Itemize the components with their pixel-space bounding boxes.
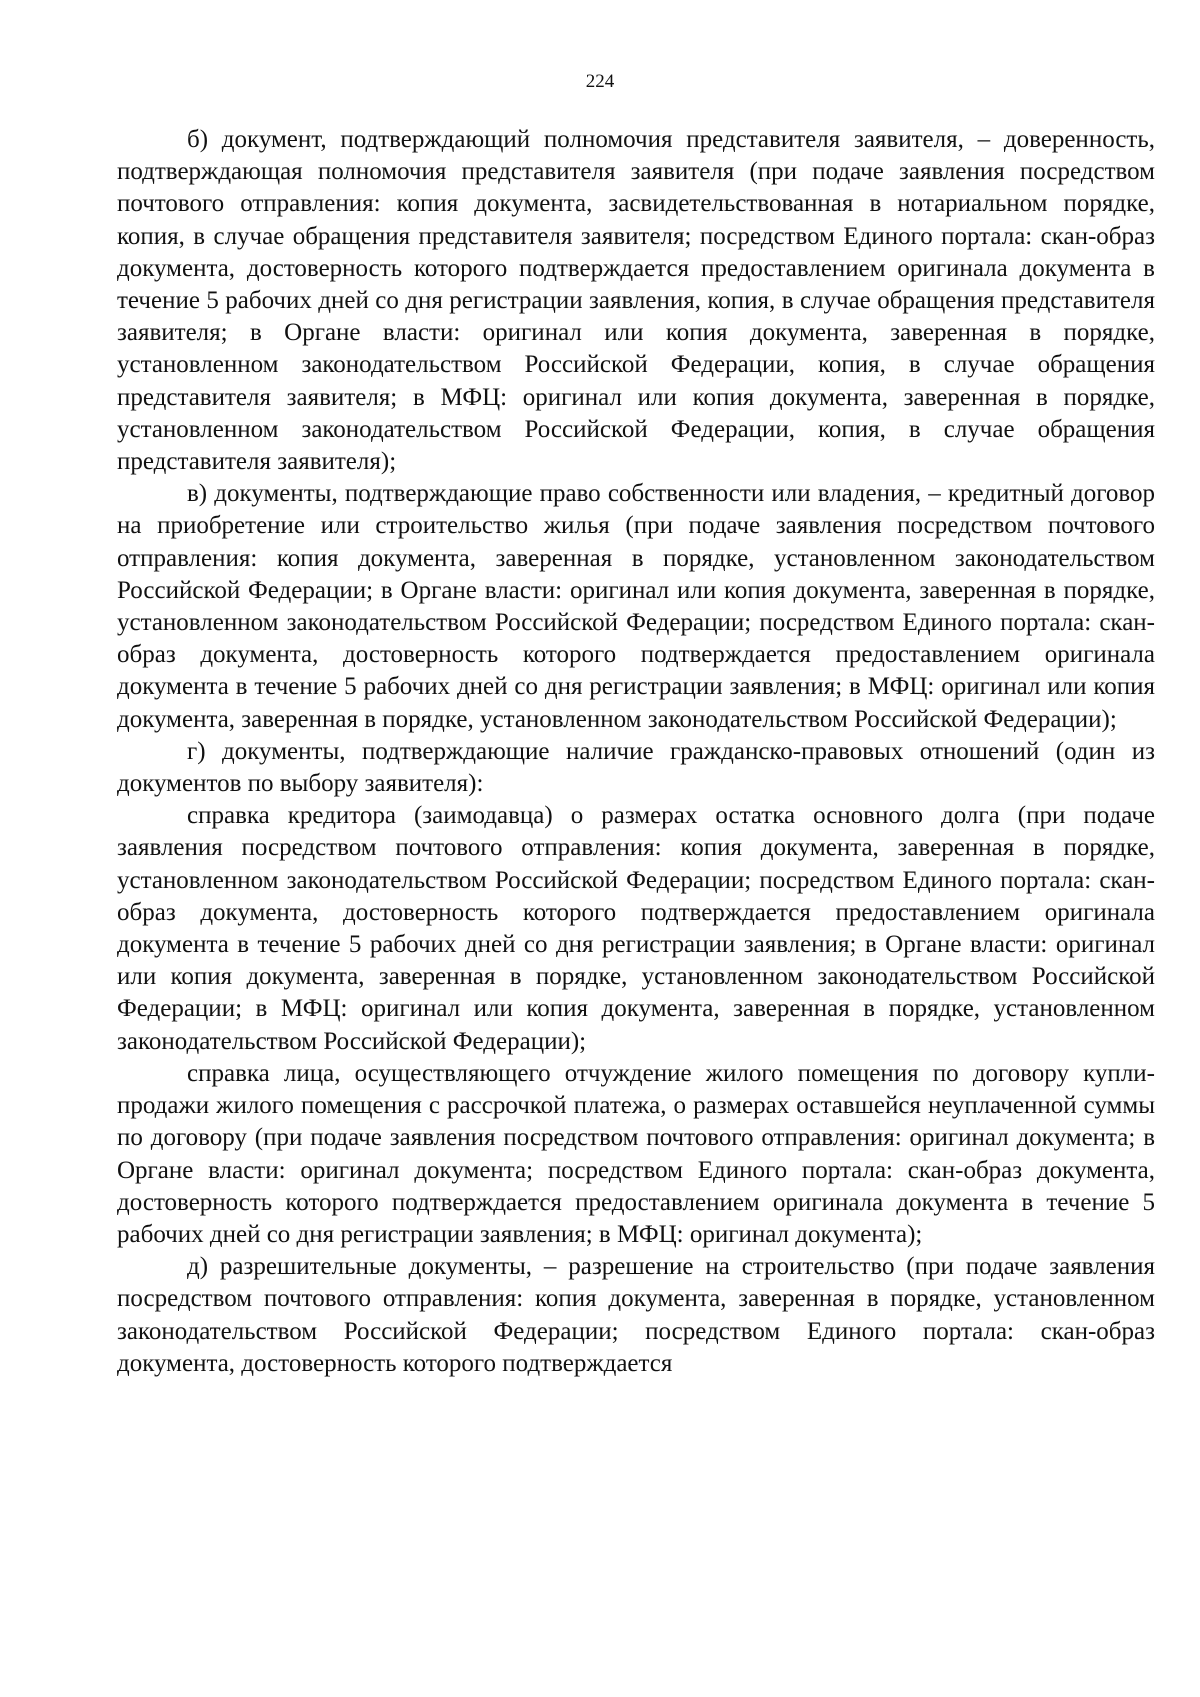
paragraph-installment-certificate: справка лица, осуществляющего отчуждение жилого помещения по договору купли-продажи жилого помещения с рассрочкой платежа, о размерах оставшейся неуплаченной суммы по договору (при подаче заявления посредством почтового отправления: оригинал документа; в Органе власти: оригинал документа; посредством Единого портала: скан-образ документа, достоверность которого подтверждается предоставлением оригинала документа в течение 5 рабочих дней со дня регистрации заявления; в МФЦ: оригинал документа); — [117, 1059, 1155, 1248]
paragraph-creditor-certificate: справка кредитора (заимодавца) о размерах остатка основного долга (при подаче заявления посредством почтового отправления: копия документа, заверенная в порядке, установленном законодательством Российской Федерации; посредством Единого портала: скан-образ документа, достоверность которого подтверждается предоставлением оригинала документа в течение 5 рабочих дней со дня регистрации заявления; в Органе власти: оригинал или копия документа, заверенная в порядке, установленном законодательством Российской Федерации; в МФЦ: оригинал или копия документа, заверенная в порядке, установленном законодательством Российской Федерации); — [117, 802, 1155, 1055]
page-number: 224 — [585, 71, 615, 92]
paragraph-d-permit-documents: д) разрешительные документы, – разрешение на строительство (при подаче заявления посредством почтового отправления: копия документа, заверенная в порядке, установленном законодательством Российской Федерации; посредством Единого портала: скан-образ документа, достоверность которого подтверждается — [117, 1253, 1155, 1377]
paragraph-g-civil-relations: г) документы, подтверждающие наличие гражданско-правовых отношений (один из документов по выбору заявителя): — [117, 737, 1155, 798]
paragraph-b-representative-authority: б) документ, подтверждающий полномочия представителя заявителя, – доверенность, подтверждающая полномочия представителя заявителя (при подаче заявления посредством почтового отправления: копия документа, засвидетельствованная в нотариальном порядке, копия, в случае обращения представителя заявителя; посредством Единого портала: скан-образ документа, достоверность которого подтверждается предоставлением оригинала документа в течение 5 рабочих дней со дня регистрации заявления, копия, в случае обращения представителя заявителя; в Органе власти: оригинал или копия документа, заверенная в порядке, установленном законодательством Российской Федерации, копия, в случае обращения представителя заявителя; в МФЦ: оригинал или копия документа, заверенная в порядке, установленном законодательством Российской Федерации, копия, в случае обращения представителя заявителя); — [117, 126, 1155, 476]
paragraph-v-ownership-documents: в) документы, подтверждающие право собственности или владения, – кредитный договор на приобретение или строительство жилья (при подаче заявления посредством почтового отправления: копия документа, заверенная в порядке, установленном законодательством Российской Федерации; в Органе власти: оригинал или копия документа, заверенная в порядке, установленном законодательством Российской Федерации; посредством Единого портала: скан-образ документа, достоверность которого подтверждается предоставлением оригинала документа в течение 5 рабочих дней со дня регистрации заявления; в МФЦ: оригинал или копия документа, заверенная в порядке, установленном законодательством Российской Федерации); — [117, 480, 1155, 733]
document-body — [117, 124, 1155, 1380]
